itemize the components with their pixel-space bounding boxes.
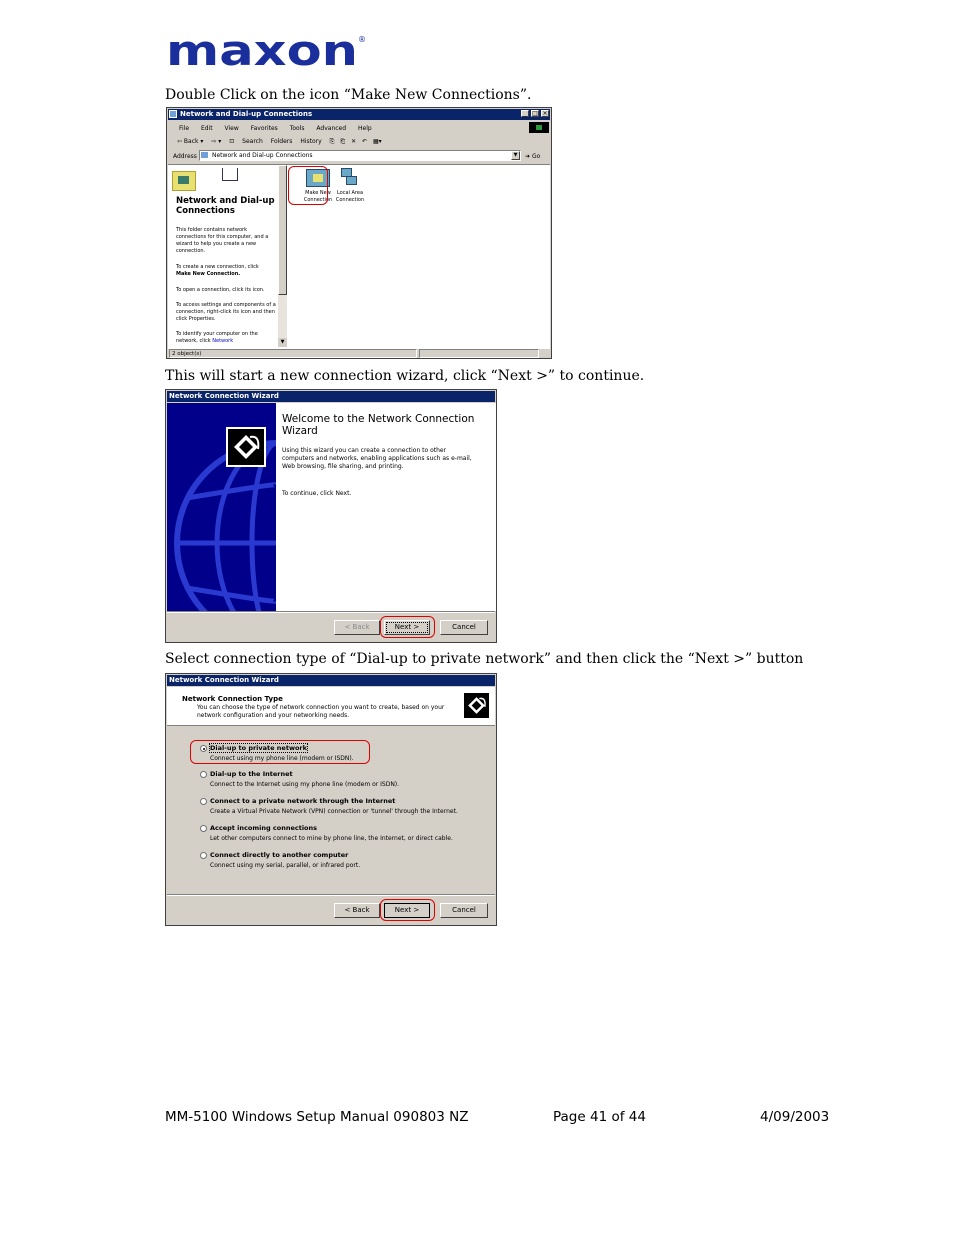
maxon-logo-graphic <box>166 30 366 70</box>
wizard1-body: Using this wizard you can create a connection to other computers and networks, enabling applications such as e-mail, Web browsing, file sharing, and printing. <box>282 447 472 470</box>
option-direct-desc: Connect using my serial, parallel, or infrared port. <box>210 862 361 869</box>
forward-button[interactable]: ⇨ ▾ <box>211 138 222 145</box>
pane-text-5 <box>176 331 276 345</box>
next-highlight-ring <box>380 616 435 638</box>
network-link[interactable]: Network <box>212 338 234 344</box>
icon-label-line: Connection <box>303 197 333 203</box>
menu-bar <box>179 124 372 133</box>
wizard1-back-button[interactable]: < Back <box>334 620 380 635</box>
maxon-logo <box>166 30 366 70</box>
wizard2-header <box>167 687 495 726</box>
menu-favorites[interactable]: Favorites <box>250 125 278 132</box>
standard-toolbar <box>177 137 477 147</box>
status-bar-panel <box>419 349 539 358</box>
wizard2-cancel-button[interactable]: Cancel <box>440 903 488 918</box>
instruction-2: This will start a new connection wizard, click “Next >” to continue. <box>165 368 645 384</box>
local-area-connection-label[interactable] <box>322 190 378 204</box>
menu-advanced[interactable]: Advanced <box>316 125 347 132</box>
phone-wizard-icon <box>226 427 266 467</box>
windows-throbber-icon <box>529 122 549 133</box>
option-direct-label[interactable]: Connect directly to another computer <box>210 851 349 859</box>
icon-label-line: Connection <box>335 197 365 203</box>
option-vpn-desc: Create a Virtual Private Network (VPN) connection or 'tunnel' through the Internet. <box>210 808 458 815</box>
move-to-icon[interactable]: ⎘ <box>329 138 335 145</box>
wizard-globe-banner <box>167 403 276 611</box>
minimize-button[interactable]: _ <box>521 110 529 117</box>
wizard1-continue-text: To continue, click Next. <box>282 490 352 497</box>
close-button[interactable]: × <box>542 110 548 117</box>
next-highlight-ring <box>380 899 435 921</box>
option-dialup-private-desc: Connect using my phone line (modem or ISDN). <box>210 755 354 762</box>
wizard1-content <box>276 403 496 611</box>
make-new-connection-link[interactable]: Make New Connection. <box>176 271 241 277</box>
copy-to-icon[interactable]: ⎗ <box>340 138 346 145</box>
wizard2-divider <box>167 894 495 896</box>
maximize-button[interactable]: □ <box>532 110 538 117</box>
option-incoming-radio[interactable] <box>200 825 207 832</box>
wizard2-header-title: Network Connection Type <box>182 695 283 703</box>
address-value: Network and Dial-up Connections <box>212 152 313 159</box>
wizard1-next-button[interactable]: Next > <box>384 620 430 635</box>
option-vpn-label[interactable]: Connect to a private network through the Internet <box>210 797 396 805</box>
instruction-1: Double Click on the icon “Make New Connections”. <box>165 87 532 103</box>
wizard1-cancel-button[interactable]: Cancel <box>440 620 488 635</box>
menu-tools[interactable]: Tools <box>289 125 305 132</box>
undo-icon[interactable]: ↶ <box>362 138 368 145</box>
menu-file[interactable]: File <box>179 125 190 132</box>
wizard1-heading: Welcome to the Network Connection Wizard <box>282 413 475 437</box>
icon-label-line: Local Area <box>336 190 364 196</box>
option-dialup-internet-radio[interactable] <box>200 771 207 778</box>
option-dialup-internet-desc: Connect to the Internet using my phone line (modem or ISDN). <box>210 781 400 788</box>
option-incoming-label[interactable]: Accept incoming connections <box>210 824 318 832</box>
pane-text-4: To access settings and components of a connection, right-click its icon and then click Properties. <box>176 302 276 322</box>
explorer-titlebar <box>168 109 550 120</box>
status-text: 2 object(s) <box>172 351 202 357</box>
pane-text-5a: To identify your computer on the network, click <box>176 331 258 344</box>
footer-date: 4/09/2003 <box>760 1109 830 1125</box>
decorative-frame-graphic <box>222 168 238 181</box>
status-bar <box>169 349 417 358</box>
menu-help[interactable]: Help <box>357 125 372 132</box>
wizard1-titlebar <box>167 391 495 402</box>
phone-icon <box>464 693 489 718</box>
option-dialup-private-label[interactable]: Dial-up to private network <box>210 744 307 752</box>
go-button[interactable]: ➜ Go <box>525 153 541 160</box>
folders-button[interactable]: Folders <box>270 138 293 145</box>
pane-text-2 <box>176 264 276 278</box>
explorer-window <box>166 107 552 359</box>
network-folder-icon <box>169 110 177 118</box>
network-connections-large-icon <box>172 171 196 191</box>
footer-document-title: MM-5100 Windows Setup Manual 090803 NZ <box>165 1109 469 1125</box>
wizard1-title: Network Connection Wizard <box>169 392 279 400</box>
wizard2-titlebar <box>167 675 495 686</box>
wizard2-back-button[interactable]: < Back <box>334 903 380 918</box>
pane-heading: Network and Dial-up Connections <box>176 196 275 216</box>
option-incoming-desc: Let other computers connect to mine by phone line, the Internet, or direct cable. <box>210 835 453 842</box>
views-icon[interactable]: ▦▾ <box>372 138 382 145</box>
footer-page-number: Page 41 of 44 <box>553 1109 646 1125</box>
connection-type-window <box>165 673 497 926</box>
instruction-3: Select connection type of “Dial-up to private network” and then click the “Next >” button <box>165 651 804 667</box>
pane-text-2a: To create a new connection, click <box>176 264 259 270</box>
wizard2-title: Network Connection Wizard <box>169 676 279 684</box>
address-label: Address <box>173 153 197 160</box>
option-vpn-radio[interactable] <box>200 798 207 805</box>
wizard2-next-button[interactable]: Next > <box>384 903 430 918</box>
menu-view[interactable]: View <box>224 125 239 132</box>
scrollbar-thumb[interactable] <box>278 165 287 295</box>
wizard2-phone-icon <box>462 691 491 720</box>
search-button[interactable]: Search <box>242 138 263 145</box>
pane-scrollbar[interactable] <box>278 165 287 347</box>
logo-wordmark: maxon <box>166 30 358 70</box>
go-label: Go <box>531 153 541 160</box>
icon-label-line: Make New <box>305 190 331 196</box>
option-direct-radio[interactable] <box>200 852 207 859</box>
web-view-pane <box>168 165 278 347</box>
pane-text-3: To open a connection, click its icon. <box>176 287 265 293</box>
wizard2-header-subtitle: You can choose the type of network connection you want to create, based on your network configuration and your networking needs. <box>197 704 445 719</box>
explorer-title: Network and Dial-up Connections <box>180 110 313 118</box>
pane-text-1: This folder contains network connections for this computer, and a wizard to help you create a new connection. <box>176 227 269 254</box>
option-dialup-internet-label[interactable]: Dial-up to the Internet <box>210 770 293 778</box>
option-highlight-ring <box>190 740 370 764</box>
delete-icon[interactable]: ✕ <box>351 138 357 145</box>
menu-edit[interactable]: Edit <box>200 125 213 132</box>
address-folder-icon <box>201 152 208 158</box>
folder-view <box>168 164 550 349</box>
address-input[interactable] <box>199 150 521 161</box>
phone-icon <box>228 429 264 465</box>
wizard1-divider <box>167 611 495 613</box>
scroll-down-icon[interactable]: ▼ <box>278 338 287 347</box>
registered-mark: ® <box>358 35 366 44</box>
up-folder-icon[interactable]: ⊡ <box>229 138 235 145</box>
history-button[interactable]: History <box>300 138 322 145</box>
back-button[interactable]: ⇦ Back ▾ <box>177 138 204 145</box>
address-dropdown-icon[interactable]: ▼ <box>511 151 520 160</box>
welcome-wizard-window <box>165 389 497 643</box>
local-area-connection-icon[interactable] <box>340 168 356 186</box>
